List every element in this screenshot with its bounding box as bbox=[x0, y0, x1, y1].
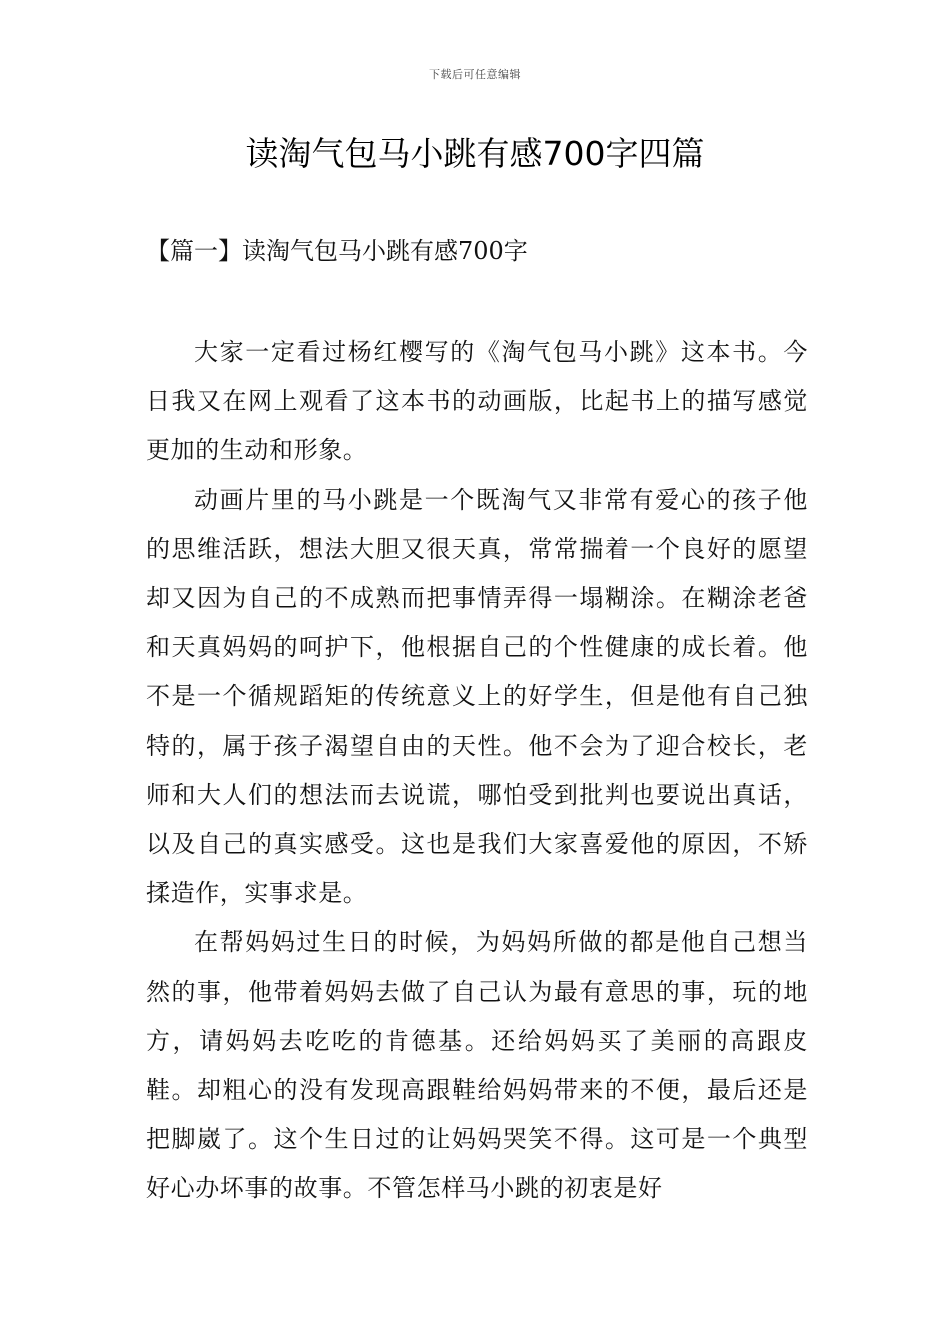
document-title: 读淘气包马小跳有感700字四篇 bbox=[245, 134, 705, 173]
paragraph: 在帮妈妈过生日的时候，为妈妈所做的都是他自己想当然的事，他带着妈妈去做了自己认为最有意思的事，玩的地方，请妈妈去吃吃的肯德基。还给妈妈买了美丽的高跟皮鞋。却粗心的没有发现高跟鞋给妈妈带来的不便，最后还是把脚崴了。这个生日过的让妈妈哭笑不得。这可是一个典型好心办坏事的故事。不管怎样马小跳的初衷是好 bbox=[146, 928, 808, 1203]
paragraph: 动画片里的马小跳是一个既淘气又非常有爱心的孩子他的思维活跃，想法大胆又很天真，常常揣着一个良好的愿望却又因为自己的不成熟而把事情弄得一塌糊涂。在糊涂老爸和天真妈妈的呵护下，他根据自己的个性健康的成长着。他不是一个循规蹈矩的传统意义上的好学生，但是他有自己独特的，属于孩子渴望自由的天性。他不会为了迎合校长，老师和大人们的想法而去说谎，哪怕受到批判也要说出真话，以及自己的真实感受。这也是我们大家喜爱他的原因，不矫揉造作，实事求是。 bbox=[146, 485, 808, 908]
paragraph: 大家一定看过杨红樱写的《淘气包马小跳》这本书。今日我又在网上观看了这本书的动画版，比起书上的描写感觉更加的生动和形象。 bbox=[146, 338, 808, 465]
header-note: 下载后可任意编辑 bbox=[429, 68, 521, 81]
body-text bbox=[146, 328, 808, 1214]
section-heading: 【篇一】读淘气包马小跳有感700字 bbox=[146, 237, 528, 265]
